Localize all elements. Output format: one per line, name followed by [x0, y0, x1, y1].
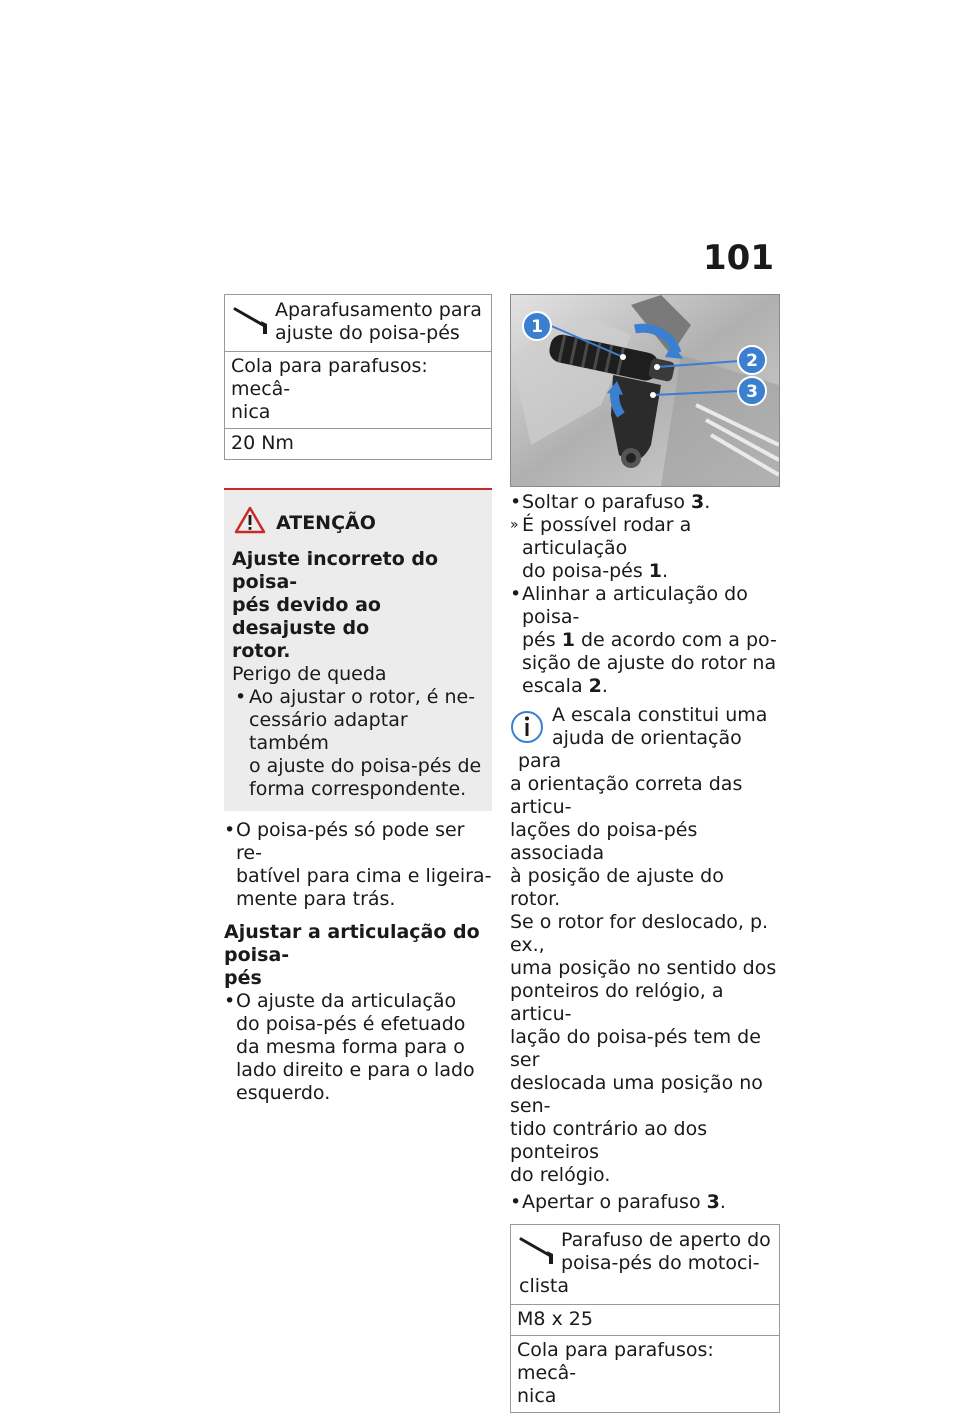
- svg-text:1: 1: [531, 317, 543, 337]
- spec-row-adhesive: [225, 351, 491, 428]
- warning-bullet: [232, 686, 484, 801]
- list-item-line: O ajuste da articulação: [236, 990, 457, 1012]
- spec-title-line: Parafuso de aperto do: [561, 1229, 771, 1251]
- info-line: a orientação correta das articu-: [510, 773, 743, 818]
- info-icon: [510, 710, 544, 750]
- info-line: deslocada uma posição no sen-: [510, 1072, 763, 1117]
- svg-text:3: 3: [746, 382, 758, 402]
- bullet-marker: •: [510, 583, 522, 605]
- spec-row-adhesive: [511, 1335, 779, 1412]
- torque-wrench-icon: [519, 1235, 557, 1271]
- callout-1: [523, 312, 551, 340]
- info-line: lações do poisa-pés associada: [510, 819, 698, 864]
- step-text: Apertar o parafuso: [522, 1191, 701, 1213]
- spec-row-text: Cola para parafusos: mecâ-: [517, 1339, 714, 1384]
- warning-triangle-icon: [234, 506, 266, 540]
- warning-header: [232, 506, 484, 540]
- part-ref: 1: [561, 629, 575, 651]
- info-line: Se o rotor for deslocado, p. ex.,: [510, 911, 769, 956]
- warning-headline: [232, 548, 484, 663]
- list-item-line: [522, 629, 780, 652]
- warning-headline-line: pés devido ao desajuste do: [232, 594, 381, 639]
- spec-row-bolt: M8 x 25: [511, 1304, 779, 1335]
- left-column: [224, 294, 492, 1105]
- list-item-line: mente para trás.: [236, 888, 396, 910]
- list-item-line: escala 2.: [522, 675, 608, 697]
- part-ref: 1: [648, 560, 663, 582]
- list-item: [224, 990, 492, 1105]
- info-line: ponteiros do relógio, a articu-: [510, 980, 724, 1025]
- step-text: Soltar o parafuso: [522, 491, 685, 513]
- tightening-spec-table: [510, 1224, 780, 1413]
- torque-wrench-icon: [233, 305, 271, 341]
- torque-spec-table: [224, 294, 492, 460]
- info-note: [510, 704, 780, 1187]
- warning-bullet-line: cessário adaptar também: [249, 709, 408, 754]
- step-text: pés: [522, 629, 556, 651]
- spec-row-text: Cola para parafusos: mecâ-: [231, 355, 428, 400]
- left-list: [224, 819, 492, 1105]
- spec-title-line: Aparafusamento para: [275, 299, 482, 321]
- result-line: do poisa-pés 1.: [522, 560, 669, 582]
- spec-table-header: [511, 1225, 779, 1304]
- section-heading: [224, 921, 492, 990]
- callout-3: [738, 377, 766, 405]
- warning-subtitle: Perigo de queda: [232, 663, 387, 685]
- footpeg-photo: [510, 294, 780, 487]
- bullet-marker: •: [510, 1191, 522, 1213]
- list-item-line: esquerdo.: [236, 1082, 331, 1104]
- spec-title-line: clista: [519, 1275, 569, 1297]
- list-item-line: batível para cima e ligeira-: [236, 865, 492, 887]
- result-line: É possível rodar a articulação: [522, 514, 692, 559]
- info-line: A escala constitui uma: [552, 704, 768, 726]
- part-ref: 2: [588, 675, 602, 697]
- bullet-marker: •: [224, 990, 236, 1012]
- list-item: • Apertar o parafuso 3.: [510, 1191, 726, 1213]
- info-line: tido contrário ao dos ponteiros: [510, 1118, 708, 1163]
- result-item: [510, 514, 780, 583]
- info-line: uma posição no sentido dos: [510, 957, 777, 979]
- warning-headline-line: Ajuste incorreto do poisa-: [232, 548, 439, 593]
- list-item-line: O poisa-pés só pode ser re-: [236, 819, 465, 864]
- warning-title: ATENÇÃO: [276, 511, 376, 534]
- footpeg-illustration: [511, 295, 779, 486]
- section-heading-line: Ajustar a articulação do poisa-: [224, 921, 480, 966]
- warning-box: [224, 488, 492, 811]
- info-line: ajuda de orientação para: [518, 727, 742, 772]
- step-text: de acordo com a po-: [580, 629, 777, 651]
- right-column: [510, 294, 780, 1413]
- warning-bullet-line: forma correspondente.: [249, 778, 467, 800]
- spec-title-line: ajuste do poisa-pés: [275, 322, 460, 344]
- warning-bullet-line: • Ao ajustar o rotor, é ne-: [249, 686, 476, 708]
- spec-row-text: nica: [231, 401, 271, 423]
- part-ref: 3: [706, 1191, 720, 1213]
- step-text: escala: [522, 675, 583, 697]
- spec-table-header: [225, 295, 491, 351]
- list-item: • Soltar o parafuso 3.: [510, 491, 711, 513]
- info-line: lação do poisa-pés tem de ser: [510, 1026, 761, 1071]
- list-item-line: da mesma forma para o: [236, 1036, 465, 1058]
- info-line: à posição de ajuste do rotor.: [510, 865, 724, 910]
- spec-row-torque: 20 Nm: [225, 428, 491, 459]
- section-heading-line: pés: [224, 967, 262, 989]
- list-item-line: lado direito e para o lado: [236, 1059, 475, 1081]
- page-number: 101: [703, 238, 774, 278]
- bullet-marker: •: [224, 819, 236, 841]
- info-line: do relógio.: [510, 1164, 611, 1186]
- warning-headline-line: rotor.: [232, 640, 291, 662]
- list-item-line: Alinhar a articulação do poisa-: [522, 583, 748, 628]
- part-ref: 3: [691, 491, 705, 513]
- result-text: do poisa-pés: [522, 560, 643, 582]
- spec-title-line: poisa-pés do motoci-: [561, 1252, 760, 1274]
- spec-row-text: nica: [517, 1385, 557, 1407]
- right-list: [510, 491, 780, 1214]
- list-item: [224, 819, 492, 911]
- warning-bullet-line: o ajuste do poisa-pés de: [249, 755, 482, 777]
- callout-2: [738, 346, 766, 374]
- result-marker: »: [510, 517, 519, 533]
- bullet-marker: •: [510, 491, 522, 513]
- list-item: [510, 583, 780, 698]
- svg-text:2: 2: [746, 351, 758, 371]
- list-item-line: do poisa-pés é efetuado: [236, 1013, 466, 1035]
- list-item-line: sição de ajuste do rotor na: [522, 652, 777, 674]
